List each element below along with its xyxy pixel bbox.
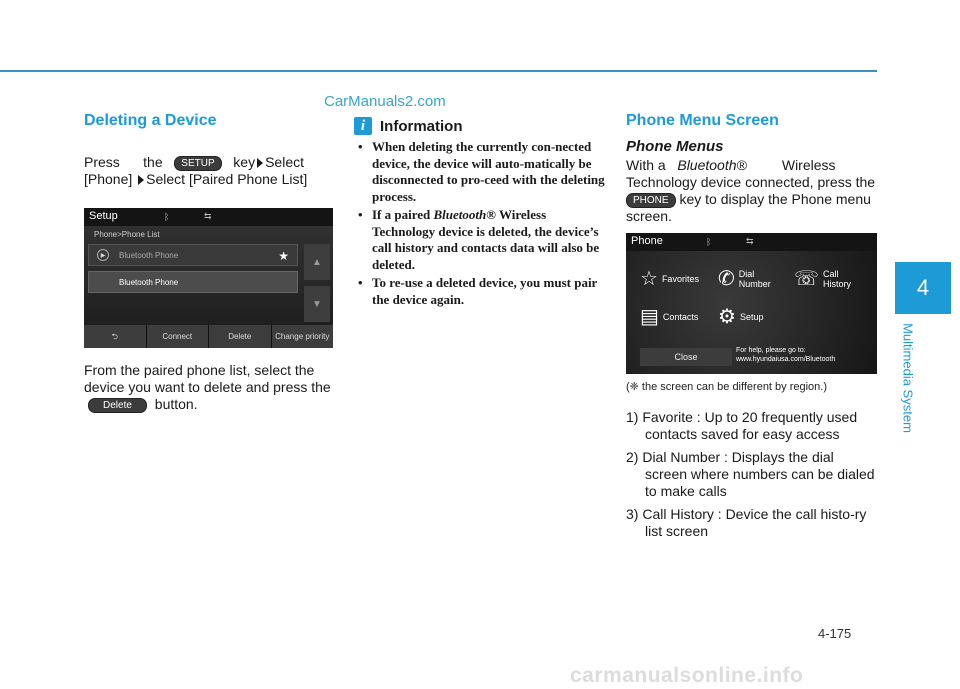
info-column <box>354 108 606 310</box>
delete-button[interactable]: Delete <box>209 325 271 348</box>
arrow-icon <box>257 158 263 168</box>
watermark-top: CarManuals2.com <box>324 93 446 110</box>
info-bullet: • When deleting the currently con-nected device, the device will auto-matically be disconnected to pro-ceed with the deleting process. <box>354 139 606 205</box>
key-word: key <box>233 154 256 170</box>
info-icon: i <box>354 117 372 135</box>
bluetooth-word: Bluetooth® <box>677 157 747 173</box>
section-title-phone-menu: Phone Menu Screen <box>626 112 779 129</box>
back-button[interactable] <box>84 325 146 348</box>
usb-icon: ⇆ <box>204 211 212 221</box>
intro-line: Technology device connected, press the <box>626 174 876 190</box>
back-icon: ⮌ <box>111 332 118 341</box>
setup-label: Setup <box>739 312 764 322</box>
star-outline-icon: ☆ <box>640 268 658 290</box>
info-header <box>354 117 606 135</box>
call-history-item[interactable] <box>794 269 863 289</box>
with-a: With a <box>626 157 666 173</box>
delete-instruction <box>84 362 334 413</box>
favorites-label: Favorites <box>661 274 699 284</box>
subtitle-phone-menus: Phone Menus <box>626 138 724 155</box>
help-text: For help, please go to: www.hyundaiusa.com/Bluetooth <box>736 347 836 363</box>
phone-bracket: [Phone] <box>84 171 133 187</box>
bullet-rest: Technology device is deleted, the device’s call history and contacts data will also be deleted. <box>372 223 600 272</box>
feature-item: 3) Call History : Device the call histo-ry list screen <box>626 506 867 539</box>
phone-handset-icon: ✆ <box>718 268 735 290</box>
left-column <box>84 108 334 413</box>
feature-item: 1) Favorite : Up to 20 frequently used contacts saved for easy access <box>626 409 858 442</box>
top-rule <box>0 70 877 72</box>
info-bullets <box>354 139 606 308</box>
contacts-item[interactable] <box>640 307 698 327</box>
change-priority-button[interactable]: Change priority <box>272 325 334 348</box>
bluetooth-icon: ᛒ <box>164 212 170 222</box>
breadcrumb: Phone>Phone List <box>94 230 160 239</box>
star-icon: ★ <box>278 249 289 263</box>
intro-line-end: key to display the Phone menu screen. <box>626 191 871 224</box>
contacts-label: Contacts <box>662 312 699 322</box>
region-note: (❈ the screen can be different by region.) <box>626 381 828 393</box>
features-list <box>626 409 878 540</box>
scroll-down-button[interactable]: ▼ <box>304 286 330 322</box>
scroll-up-button[interactable]: ▲ <box>304 244 330 280</box>
page-number: 4-175 <box>818 626 852 641</box>
feature-item: 2) Dial Number : Displays the dial screen where numbers can be dialed to make calls <box>626 449 875 499</box>
info-bullet <box>354 207 606 273</box>
button-word: button. <box>154 396 198 412</box>
usb-icon: ⇆ <box>746 236 754 246</box>
dial-number-label: Dial Number <box>738 269 771 289</box>
call-history-label: Call History <box>823 269 852 289</box>
bullet-prefix: If a paired <box>372 207 431 222</box>
watermark-bottom: carmanualsonline.info <box>570 664 804 687</box>
phone-intro <box>626 157 878 225</box>
screen-title: Setup <box>89 210 118 222</box>
paired-list-step: Select [Paired Phone List] <box>146 171 308 187</box>
play-icon: ▶ <box>97 249 109 261</box>
phone-screenshot <box>626 233 877 374</box>
favorites-item[interactable] <box>640 269 699 289</box>
screen-bottom-bar <box>84 325 333 348</box>
right-column <box>626 108 878 546</box>
phone-name: Bluetooth Phone <box>119 277 179 287</box>
delete-instruction-text: From the paired phone list, select the device you want to delete and press the <box>84 362 331 395</box>
wireless-word: Wireless <box>781 157 836 173</box>
press-instruction <box>84 154 334 188</box>
chapter-number-tab: 4 <box>895 262 951 314</box>
screen-title: Phone <box>631 235 663 247</box>
arrow-icon <box>138 175 144 185</box>
setup-key-badge: SETUP <box>174 156 221 171</box>
close-button[interactable]: Close <box>640 348 732 366</box>
phone-list-item[interactable] <box>88 271 298 293</box>
press-word: Press <box>84 154 120 170</box>
phone-name: Bluetooth Phone <box>119 250 179 260</box>
setup-screenshot <box>84 208 333 348</box>
setup-item[interactable] <box>718 307 763 327</box>
info-title: Information <box>380 117 463 135</box>
chapter-title-side <box>896 318 920 438</box>
chapter-title: Multimedia System <box>900 323 916 433</box>
connect-button[interactable]: Connect <box>147 325 209 348</box>
phone-list-item[interactable] <box>88 244 298 266</box>
bluetooth-word: Bluetooth® <box>433 207 496 222</box>
call-history-icon: ☏ <box>794 268 820 290</box>
delete-key-badge: Delete <box>88 398 147 413</box>
the-word: the <box>143 154 163 170</box>
wireless-word: Wireless <box>498 207 547 222</box>
phone-key-badge: PHONE <box>626 193 676 208</box>
contacts-icon: ▤ <box>640 306 659 328</box>
dial-number-item[interactable] <box>718 269 779 289</box>
select-word: Select <box>265 154 305 170</box>
gear-icon: ⚙ <box>718 306 736 328</box>
bluetooth-icon: ᛒ <box>706 237 712 247</box>
info-bullet: • To re-use a deleted device, you must pair the device again. <box>354 275 606 308</box>
section-title-deleting: Deleting a Device <box>84 112 217 129</box>
